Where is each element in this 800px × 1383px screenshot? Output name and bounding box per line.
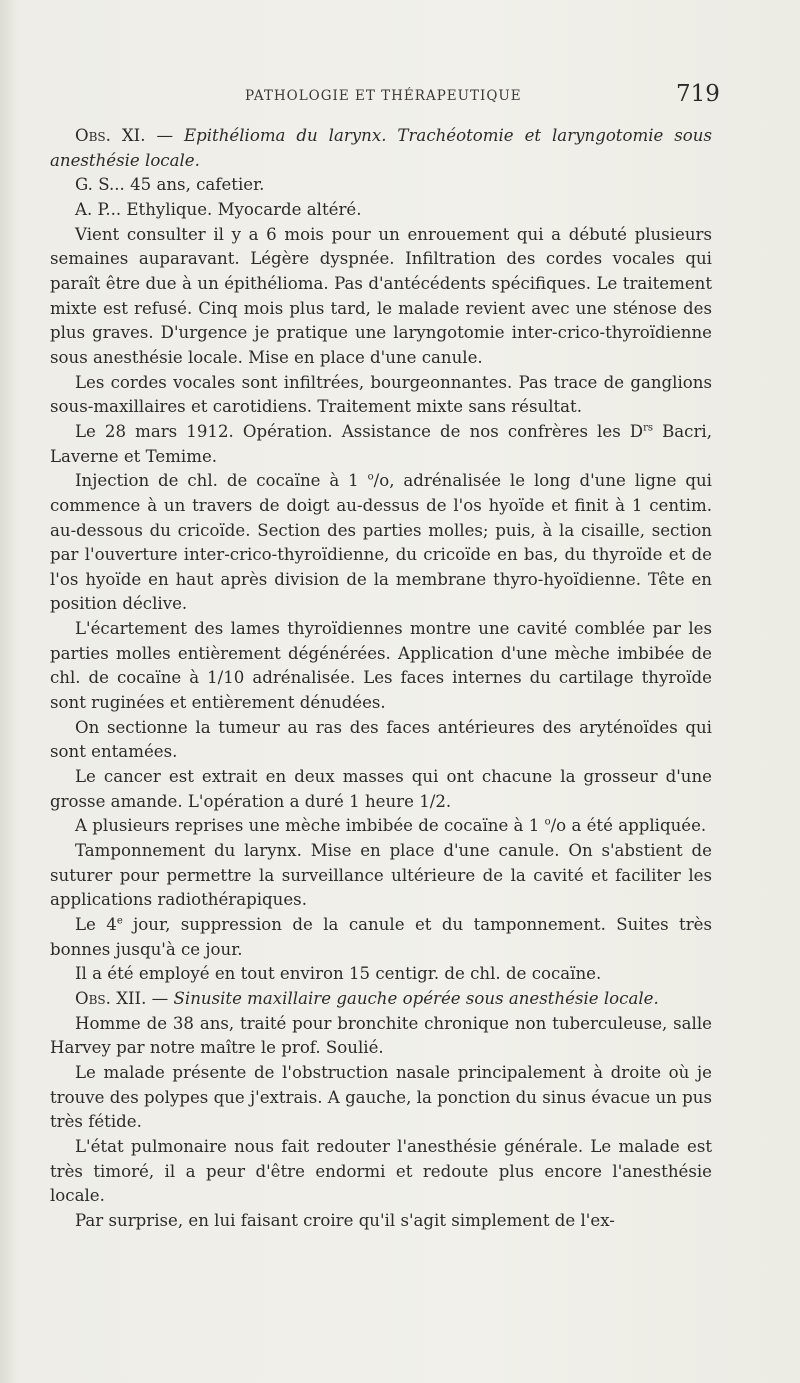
paragraph [50, 814, 712, 839]
text-run: A plusieurs reprises une mèche imbibée de cocaïne à 1 [75, 816, 545, 836]
obs-xii-title: Sinusite maxillaire gauche opérée sous anesthésie locale. [173, 988, 659, 1008]
paragraph: A. P... Ethylique. Myocarde altéré. [75, 199, 362, 219]
paragraph: L'écartement des lames thyroïdiennes montre une cavité comblée par les parties molles entièrement dégénérées. Application d'une mèche imbibée de chl. de cocaïne à 1/10 adrénalisée. Les faces internes du cartilage thyroïde sont ruginées et entièrement dénudées. [50, 619, 712, 713]
text-run: /o, adrénalisée le long d'une ligne qui commence à un travers de doigt au-dessus de l'os hyoïde et finit à 1 centim. au-dessous du cricoïde. Section des parties molles; puis, à la cisaille, section par l'ouverture inter-crico-thyroïdienne, du cricoïde en bas, du thyroïde et de l'os hyoïde en haut après division de la membrane thyro-hyoïdienne. Tête en position déclive. [50, 471, 712, 614]
text-run: jour, suppression de la canule et du tamponnement. Suites très bonnes jusqu'à ce jour. [50, 915, 712, 959]
text-run: /o a été appliquée. [550, 816, 707, 836]
obs-xi-heading [50, 124, 712, 173]
paragraph: Vient consulter il y a 6 mois pour un enrouement qui a débuté plusieurs semaines auparavant. Légère dyspnée. Infiltration des cordes vocales qui paraît être due à un épithélioma. Pas d'antécédents spécifiques. Le traitement mixte est refusé. Cinq mois plus tard, le malade revient avec une sténose des plus graves. D'urgence je pratique une laryngotomie inter-crico-thyroïdienne sous anesthésie locale. Mise en place d'une canule. [50, 224, 712, 367]
paragraph: Le malade présente de l'obstruction nasale principalement à droite où je trouve des polypes que j'extrais. A gauche, la ponction du sinus évacue un pus très fétide. [50, 1062, 712, 1132]
obs-xii-heading [50, 987, 712, 1012]
superscript: o [544, 816, 551, 828]
obs-xii-dash: — [146, 988, 174, 1008]
paragraph: Il a été employé en tout environ 15 centigr. de chl. de cocaïne. [75, 964, 602, 984]
paragraph: On sectionne la tumeur au ras des faces antérieures des aryténoïdes qui sont entamées. [50, 717, 712, 762]
paragraph [50, 913, 712, 962]
paragraph: Les cordes vocales sont infiltrées, bourgeonnantes. Pas trace de ganglions sous-maxillaires et carotidiens. Traitement mixte sans résultat. [50, 372, 712, 417]
page-number: 719 [676, 81, 720, 107]
superscript: e [116, 915, 123, 927]
obs-xii-label: Obs. XII. [75, 988, 147, 1008]
obs-xi-label: Obs. XI. [75, 126, 146, 145]
paragraph: Tamponnement du larynx. Mise en place d'une canule. On s'abstient de suturer pour permettre la surveillance ultérieure de la cavité et faciliter les applications radiothérapiques. [50, 841, 712, 910]
obs-xi-title: Epithélioma du larynx. Trachéotomie et laryngotomie sous anesthésie locale. [50, 126, 712, 170]
running-title: PATHOLOGIE ET THÉRAPEUTIQUE [245, 88, 522, 104]
body-text [50, 124, 712, 1234]
page-header [0, 78, 800, 118]
obs-xi-dash: — [145, 126, 184, 145]
text-run: Le 28 mars 1912. Opération. Assistance de nos confrères les D [75, 421, 644, 441]
superscript: rs [643, 422, 654, 434]
superscript: o [367, 471, 374, 483]
text-run: Injection de chl. de cocaïne à 1 [75, 471, 368, 491]
paragraph: Le cancer est extrait en deux masses qui ont chacune la grosseur d'une grosse amande. L'opération a duré 1 heure 1/2. [50, 767, 712, 811]
text-run: Le 4 [75, 915, 117, 934]
paragraph: Par surprise, en lui faisant croire qu'il s'agit simplement de l'ex- [75, 1210, 615, 1230]
text-run: Bacri, Laverne et Temime. [50, 421, 712, 466]
paragraph [50, 420, 712, 469]
paragraph: G. S... 45 ans, cafetier. [75, 175, 265, 195]
paragraph: L'état pulmonaire nous fait redouter l'anesthésie générale. Le malade est très timoré, il a peur d'être endormi et redoute plus encore l'anesthésie locale. [50, 1136, 712, 1206]
paragraph: Homme de 38 ans, traité pour bronchite chronique non tuberculeuse, salle Harvey par notre maître le prof. Soulié. [50, 1013, 712, 1058]
paragraph [50, 469, 712, 617]
